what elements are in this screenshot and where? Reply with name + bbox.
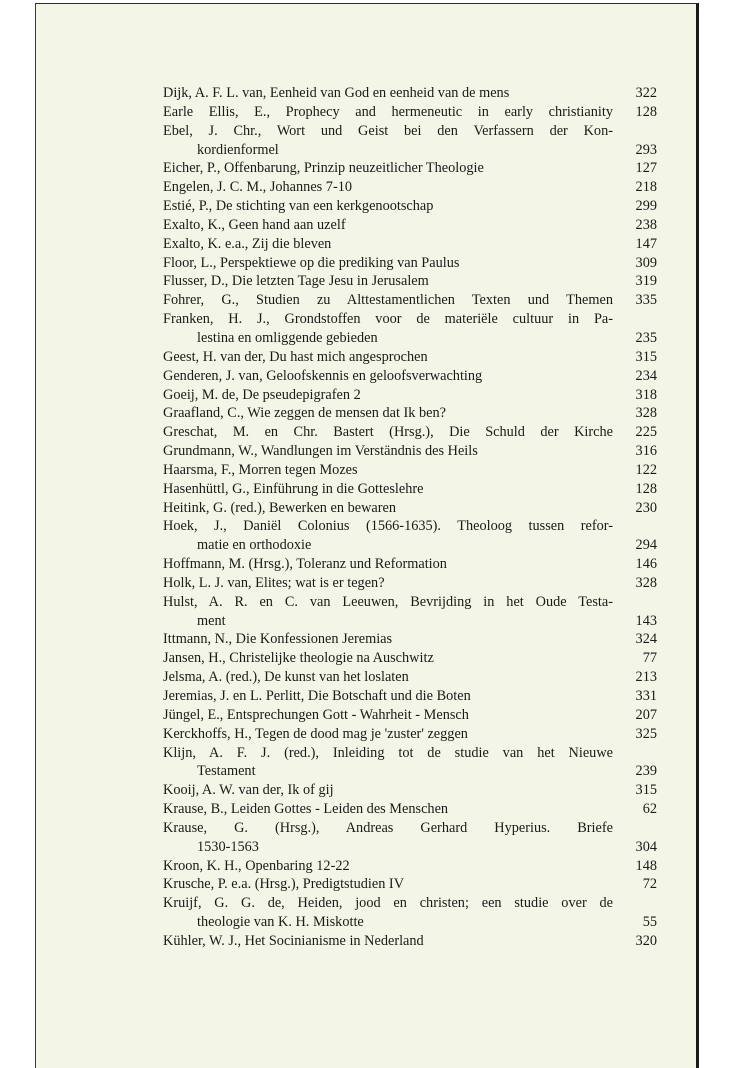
page-number: 309: [635, 254, 657, 271]
entry-line: [163, 159, 657, 178]
index-entry: [163, 894, 657, 932]
index-entry: [163, 744, 657, 782]
index-entry: [163, 178, 657, 197]
entry-line: [163, 668, 657, 687]
entry-line: [163, 254, 657, 273]
page-number: 316: [635, 443, 657, 460]
page-number: 238: [635, 216, 657, 233]
entry-line: [163, 386, 657, 405]
entry-text: Hoek, J., Daniël Colonius (1566-1635). Theoloog tussen refor-: [163, 518, 613, 535]
entry-text: Fohrer, G., Studien zu Alttestamentlichen Texten und Themen: [163, 292, 613, 309]
page-number: 218: [635, 179, 657, 196]
page-number: 128: [635, 103, 657, 120]
entry-text: Exalto, K., Geen hand aan uzelf: [163, 216, 346, 233]
index-entry: [163, 932, 657, 951]
entry-text: matie en orthodoxie: [197, 537, 312, 554]
index-entry: [163, 216, 657, 235]
entry-text: Floor, L., Perspektiewe op die prediking van Paulus: [163, 254, 460, 271]
entry-text: Hoffmann, M. (Hrsg.), Toleranz und Reformation: [163, 556, 447, 573]
entry-line: [163, 404, 657, 423]
entry-line: [163, 894, 657, 913]
entry-line: [163, 480, 657, 499]
entry-text: Kroon, K. H., Openbaring 12-22: [163, 857, 350, 874]
entry-continuation-line: [163, 838, 657, 857]
index-entry: [163, 103, 657, 122]
index-entry: [163, 404, 657, 423]
page-number: 294: [635, 537, 657, 554]
page-number: 225: [635, 424, 657, 441]
page-number: 335: [635, 292, 657, 309]
page-number: 148: [635, 857, 657, 874]
page-number: 128: [635, 480, 657, 497]
book-page: [35, 3, 699, 1068]
entry-line: [163, 819, 657, 838]
index-entry: [163, 272, 657, 291]
entry-text: lestina en omliggende gebieden: [197, 329, 378, 346]
entry-line: [163, 875, 657, 894]
entry-line: [163, 687, 657, 706]
entry-text: Hulst, A. R. en C. van Leeuwen, Bevrijding in het Oude Testa-: [163, 593, 613, 610]
entry-line: [163, 781, 657, 800]
entry-text: Greschat, M. en Chr. Bastert (Hrsg.), Die Schuld der Kirche: [163, 424, 613, 441]
index-entry: [163, 461, 657, 480]
entry-line: [163, 555, 657, 574]
index-entry: [163, 875, 657, 894]
index-entry: [163, 197, 657, 216]
entry-continuation-line: [163, 536, 657, 555]
index-entry: [163, 593, 657, 631]
entry-text: Ittmann, N., Die Konfessionen Jeremias: [163, 631, 393, 648]
index-entry: [163, 687, 657, 706]
entry-text: Estié, P., De stichting van een kerkgenootschap: [163, 198, 434, 215]
page-number: 127: [635, 160, 657, 177]
page-number: 55: [642, 914, 657, 931]
entry-line: [163, 348, 657, 367]
entry-continuation-line: [163, 329, 657, 348]
entry-text: Testament: [197, 763, 256, 780]
index-entry: [163, 310, 657, 348]
entry-line: [163, 310, 657, 329]
entry-text: Graafland, C., Wie zeggen de mensen dat Ik ben?: [163, 405, 446, 422]
page-number: 146: [635, 556, 657, 573]
entry-continuation-line: [163, 913, 657, 932]
index-entry: [163, 517, 657, 555]
index-entry: [163, 423, 657, 442]
entry-continuation-line: [163, 141, 657, 160]
entry-line: [163, 857, 657, 876]
entry-line: [163, 103, 657, 122]
entry-line: [163, 84, 657, 103]
page-number: 299: [635, 198, 657, 215]
entry-continuation-line: [163, 762, 657, 781]
entry-text: Genderen, J. van, Geloofskennis en geloofsverwachting: [163, 367, 483, 384]
index-entry: [163, 348, 657, 367]
index-entry: [163, 159, 657, 178]
index-entry: [163, 574, 657, 593]
entry-line: [163, 649, 657, 668]
entry-line: [163, 499, 657, 518]
entry-line: [163, 423, 657, 442]
entry-line: [163, 442, 657, 461]
entry-text: Eicher, P., Offenbarung, Prinzip neuzeitlicher Theologie: [163, 160, 484, 177]
entry-line: [163, 197, 657, 216]
index-entry: [163, 122, 657, 160]
page-number: 318: [635, 386, 657, 403]
index-entry: [163, 367, 657, 386]
entry-text: Earle Ellis, E., Prophecy and hermeneutic in early christianity: [163, 103, 613, 120]
page-number: 328: [635, 405, 657, 422]
entry-text: Geest, H. van der, Du hast mich angesprochen: [163, 348, 428, 365]
index-entry: [163, 781, 657, 800]
entry-text: Kerckhoffs, H., Tegen de dood mag je 'zuster' zeggen: [163, 725, 468, 742]
entry-continuation-line: [163, 612, 657, 631]
page-number: 207: [635, 706, 657, 723]
entry-line: [163, 932, 657, 951]
entry-text: Dijk, A. F. L. van, Eenheid van God en eenheid van de mens: [163, 85, 510, 101]
entry-line: [163, 122, 657, 141]
page-number: 213: [635, 669, 657, 686]
page-number: 143: [635, 612, 657, 629]
entry-line: [163, 593, 657, 612]
index-entry: [163, 254, 657, 273]
index-entry: [163, 668, 657, 687]
entry-text: Jüngel, E., Entsprechungen Gott - Wahrheit - Mensch: [163, 706, 469, 723]
entry-text: Goeij, M. de, De pseudepigrafen 2: [163, 386, 361, 403]
index-entry: [163, 235, 657, 254]
index-entry: [163, 386, 657, 405]
index-entry: [163, 499, 657, 518]
entry-text: Jeremias, J. en L. Perlitt, Die Botschaft und die Boten: [163, 688, 471, 704]
index-entry: [163, 442, 657, 461]
entry-text: theologie van K. H. Miskotte: [197, 914, 364, 931]
index-entry: [163, 706, 657, 725]
entry-line: [163, 574, 657, 593]
page-number: 320: [635, 932, 657, 949]
entry-text: Holk, L. J. van, Elites; wat is er tegen?: [163, 574, 385, 591]
entry-line: [163, 461, 657, 480]
entry-text: Engelen, J. C. M., Johannes 7-10: [163, 179, 353, 196]
entry-text: Krause, B., Leiden Gottes - Leiden des Menschen: [163, 801, 449, 818]
index-entry: [163, 819, 657, 857]
index-list: [163, 84, 657, 951]
entry-line: [163, 744, 657, 763]
page-number: 324: [635, 631, 657, 648]
page-number: 293: [635, 141, 657, 158]
entry-line: [163, 517, 657, 536]
entry-text: Grundmann, W., Wandlungen im Verständnis des Heils: [163, 443, 478, 460]
page-number: 239: [635, 763, 657, 780]
entry-line: [163, 367, 657, 386]
entry-line: [163, 725, 657, 744]
entry-line: [163, 235, 657, 254]
page-number: 322: [635, 85, 657, 101]
entry-line: [163, 178, 657, 197]
entry-text: kordienformel: [197, 141, 279, 158]
index-entry: [163, 800, 657, 819]
entry-text: Franken, H. J., Grondstoffen voor de materiële cultuur in Pa-: [163, 311, 613, 328]
entry-text: Klijn, A. F. J. (red.), Inleiding tot de studie van het Nieuwe: [163, 744, 613, 761]
entry-text: ment: [197, 612, 226, 629]
entry-text: Krause, G. (Hrsg.), Andreas Gerhard Hyperius. Briefe: [163, 819, 613, 836]
entry-text: Krusche, P. e.a. (Hrsg.), Predigtstudien IV: [163, 876, 405, 893]
entry-line: [163, 216, 657, 235]
entry-text: Kühler, W. J., Het Socinianisme in Nederland: [163, 932, 424, 949]
page-number: 325: [635, 725, 657, 742]
page-number: 319: [635, 273, 657, 290]
page-number: 234: [635, 367, 657, 384]
entry-line: [163, 706, 657, 725]
page-number: 331: [635, 688, 657, 704]
index-entry: [163, 649, 657, 668]
entry-text: Kruijf, G. G. de, Heiden, jood en christen; een studie over de: [163, 895, 613, 912]
index-entry: [163, 725, 657, 744]
page-number: 235: [635, 329, 657, 346]
page-number: 72: [642, 876, 657, 893]
page-number: 122: [635, 461, 657, 478]
entry-line: [163, 630, 657, 649]
entry-text: 1530-1563: [197, 838, 259, 855]
page-number: 315: [635, 348, 657, 365]
entry-line: [163, 291, 657, 310]
index-entry: [163, 480, 657, 499]
index-entry: [163, 555, 657, 574]
entry-text: Hasenhüttl, G., Einführung in die Gotteslehre: [163, 480, 424, 497]
page-number: 62: [642, 801, 657, 818]
entry-text: Flusser, D., Die letzten Tage Jesu in Jerusalem: [163, 273, 429, 290]
entry-text: Jelsma, A. (red.), De kunst van het loslaten: [163, 669, 409, 686]
entry-text: Haarsma, F., Morren tegen Mozes: [163, 461, 358, 478]
entry-text: Heitink, G. (red.), Bewerken en bewaren: [163, 499, 397, 516]
entry-line: [163, 272, 657, 291]
index-entry: [163, 857, 657, 876]
index-entry: [163, 291, 657, 310]
page-number: 315: [635, 782, 657, 799]
page-number: 304: [635, 838, 657, 855]
page-number: 328: [635, 574, 657, 591]
index-entry: [163, 630, 657, 649]
entry-line: [163, 800, 657, 819]
entry-text: Jansen, H., Christelijke theologie na Auschwitz: [163, 650, 434, 667]
entry-text: Ebel, J. Chr., Wort und Geist bei den Verfassern der Kon-: [163, 122, 613, 139]
entry-text: Kooij, A. W. van der, Ik of gij: [163, 782, 334, 799]
page-number: 230: [635, 499, 657, 516]
index-entry: [163, 84, 657, 103]
page-number: 77: [642, 650, 657, 667]
entry-text: Exalto, K. e.a., Zij die bleven: [163, 235, 332, 252]
page-number: 147: [635, 235, 657, 252]
